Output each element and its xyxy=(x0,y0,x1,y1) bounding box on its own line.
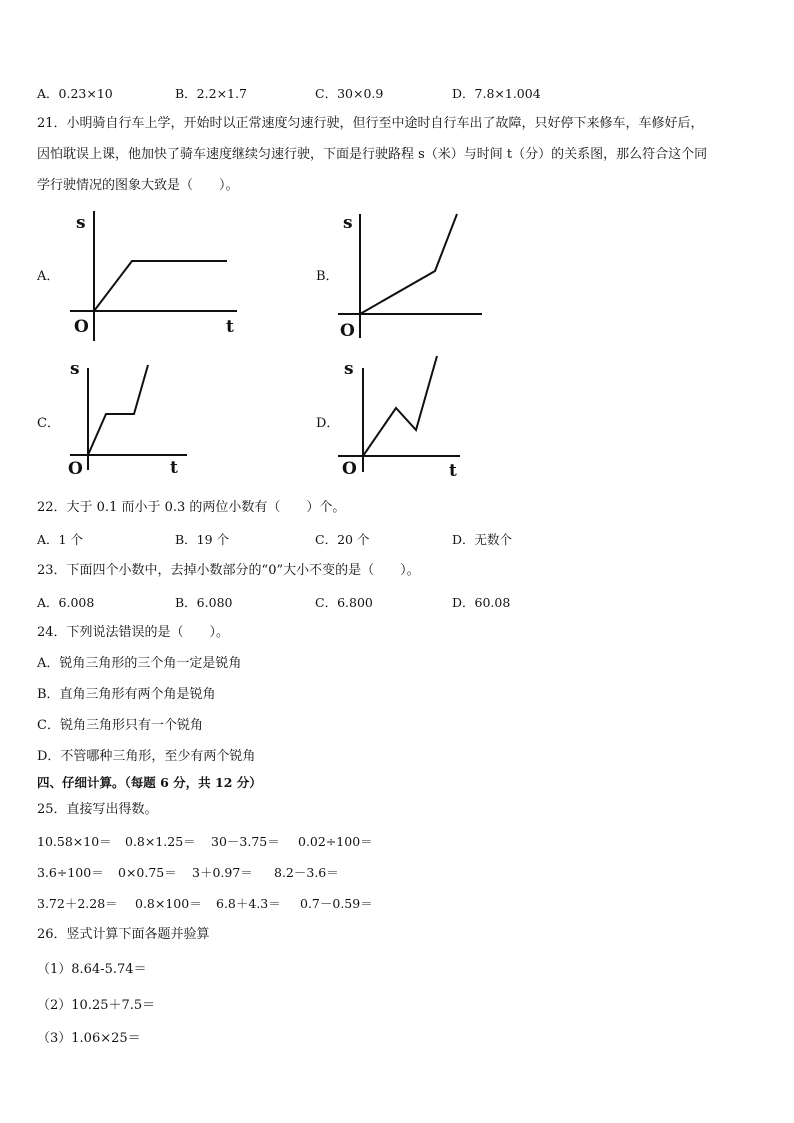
graph-c-t-label: t xyxy=(170,458,178,478)
q25-r1-c3: 30－3.75＝ xyxy=(211,834,280,849)
q20-option-a: A．0.23×10 xyxy=(37,86,113,101)
graph-c-origin-label: O xyxy=(68,459,83,479)
q23-option-a: A．6.008 xyxy=(37,595,95,610)
q25-row-2 xyxy=(37,863,597,881)
q24-option-a: A．锐角三角形的三个角一定是锐角 xyxy=(37,656,242,671)
q22-options xyxy=(37,530,597,548)
q22-option-b: B．19 个 xyxy=(175,532,230,547)
q23-option-c: C．6.800 xyxy=(315,595,373,610)
q26-item-1: （1）8.64-5.74＝ xyxy=(37,962,147,977)
graph-d-origin-label: O xyxy=(342,459,357,479)
q25-row-1 xyxy=(37,832,597,850)
q25-r2-c2: 0×0.75＝ xyxy=(118,865,177,880)
q25-r2-c1: 3.6÷100＝ xyxy=(37,865,104,880)
graph-a-label: A． xyxy=(37,269,60,284)
q20-option-d: D．7.8×1.004 xyxy=(452,86,541,101)
q24-option-c: C．锐角三角形只有一个锐角 xyxy=(37,718,203,733)
graph-b-s-label: s xyxy=(343,213,353,233)
graph-b xyxy=(330,206,530,346)
q26-item-3: （3）1.06×25＝ xyxy=(37,1031,141,1046)
q23-stem: 23．下面四个小数中，去掉小数部分的“0”大小不变的是（ ）。 xyxy=(37,563,420,578)
graph-b-curve xyxy=(360,214,457,314)
graph-a-s-label: s xyxy=(76,213,86,233)
q24-option-d: D．不管哪种三角形，至少有两个锐角 xyxy=(37,749,256,764)
q23-option-b: B．6.080 xyxy=(175,595,233,610)
q22-option-a: A．1 个 xyxy=(37,532,83,547)
graph-b-origin-label: O xyxy=(340,321,355,341)
graph-d-label: D． xyxy=(316,416,340,431)
graph-d xyxy=(330,350,530,480)
q23-option-d: D．60.08 xyxy=(452,595,511,610)
graph-d-t-label: t xyxy=(449,461,457,481)
q25-r1-c1: 10.58×10＝ xyxy=(37,834,112,849)
graph-c-curve xyxy=(88,365,148,455)
graph-a-t-label: t xyxy=(226,317,234,337)
q22-option-d: D．无数个 xyxy=(452,532,513,547)
graph-d-curve xyxy=(363,356,437,456)
q25-row-3 xyxy=(37,894,597,912)
q25-r3-c1: 3.72＋2.28＝ xyxy=(37,896,118,911)
q25-r3-c4: 0.7－0.59＝ xyxy=(300,896,373,911)
graph-b-label: B． xyxy=(316,269,339,284)
q21-stem-line-3: 学行驶情况的图象大致是（ ）。 xyxy=(37,178,239,193)
graph-c-label: C． xyxy=(37,416,60,431)
q20-options xyxy=(37,84,597,102)
q23-options xyxy=(37,593,597,611)
q25-r3-c3: 6.8＋4.3＝ xyxy=(216,896,281,911)
graph-a-origin-label: O xyxy=(74,317,89,337)
q22-stem: 22．大于 0.1 而小于 0.3 的两位小数有（ ）个。 xyxy=(37,500,346,515)
q21-stem-line-2: 因怕耽误上课，他加快了骑车速度继续匀速行驶，下面是行驶路程 s（米）与时间 t（分）的关系图，那么符合这个同 xyxy=(37,147,708,162)
q25-stem: 25．直接写出得数。 xyxy=(37,802,158,817)
q22-option-c: C．20 个 xyxy=(315,532,370,547)
q21-stem-line-1: 21．小明骑自行车上学，开始时以正常速度匀速行驶，但行至中途时自行车出了故障，只好停下来修车，车修好后， xyxy=(37,116,704,131)
q24-stem: 24．下列说法错误的是（ ）。 xyxy=(37,625,230,640)
graph-c-s-label: s xyxy=(70,359,80,379)
q25-r2-c3: 3＋0.97＝ xyxy=(192,865,253,880)
q25-r1-c2: 0.8×1.25＝ xyxy=(125,834,196,849)
q26-stem: 26．竖式计算下面各题并验算 xyxy=(37,927,210,942)
q26-item-2: （2）10.25＋7.5＝ xyxy=(37,998,156,1013)
q20-option-b: B．2.2×1.7 xyxy=(175,86,247,101)
q25-r1-c4: 0.02÷100＝ xyxy=(298,834,373,849)
graph-a xyxy=(62,206,262,346)
graph-d-s-label: s xyxy=(344,359,354,379)
q24-option-b: B．直角三角形有两个角是锐角 xyxy=(37,687,216,702)
graph-a-curve xyxy=(94,261,227,311)
graph-c xyxy=(62,350,262,480)
q20-option-c: C．30×0.9 xyxy=(315,86,384,101)
q25-r3-c2: 0.8×100＝ xyxy=(135,896,202,911)
section-4-heading: 四、仔细计算。（每题 6 分，共 12 分） xyxy=(37,775,262,790)
q25-r2-c4: 8.2－3.6＝ xyxy=(274,865,339,880)
